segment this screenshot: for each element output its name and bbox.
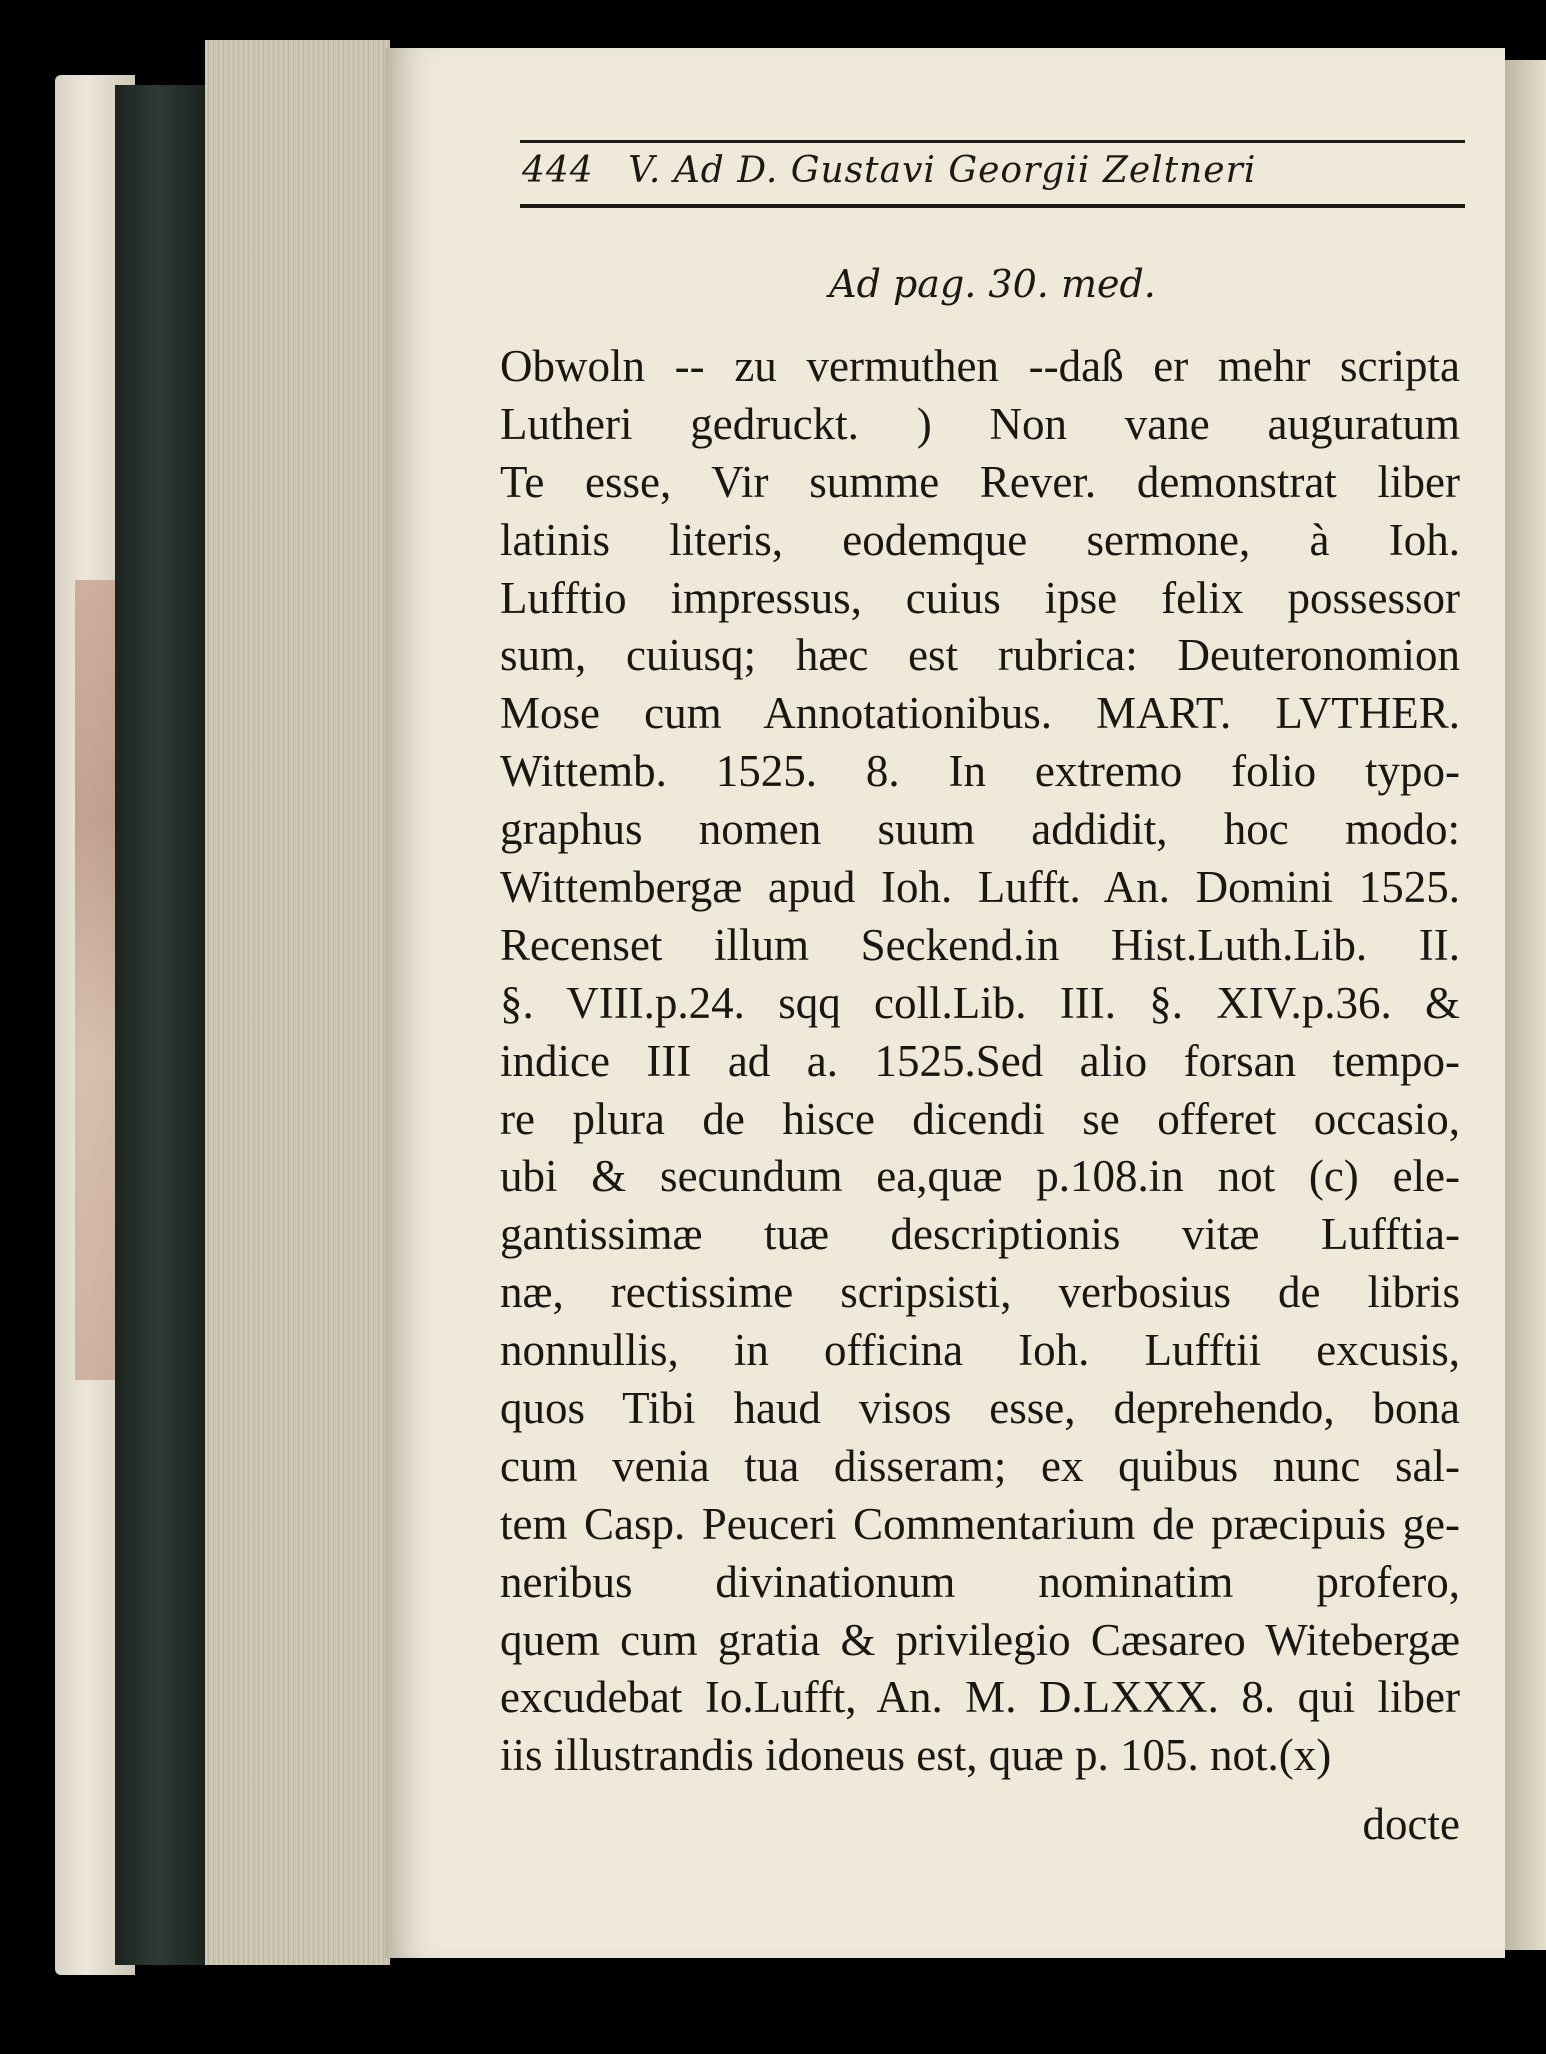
text-line: latinis literis, eodemque sermone, à Ioh. (500, 514, 1460, 565)
text-line: Recenset illum Seckend.in Hist.Luth.Lib. II. (500, 919, 1460, 970)
text-line: Wittemb. 1525. 8. In extremo folio typo- (500, 746, 1460, 797)
body-text (500, 338, 1460, 1785)
section-heading: Ad pag. 30. med. (829, 262, 1156, 306)
text-line: excudebat Io.Lufft, An. M. D.LXXX. 8. qui liber (500, 1672, 1460, 1723)
text-line: iis illustrandis idoneus est, quæ p. 105. not.(x) (500, 1730, 1332, 1781)
page-number: 444 (522, 150, 594, 191)
text-line: ubi & secundum ea,quæ p.108.in not (c) ele- (500, 1151, 1460, 1202)
text-line: Lutheri gedruckt. ) Non vane auguratum (500, 398, 1460, 449)
header-rule-top (520, 140, 1465, 143)
running-head (522, 150, 1462, 200)
text-line: Obwoln -- zu vermuthen --daß er mehr scripta (500, 341, 1460, 391)
catchword: docte (1362, 1799, 1460, 1849)
text-line: indice III ad a. 1525.Sed alio forsan tempo- (500, 1035, 1460, 1086)
text-line: cum venia tua disseram; ex quibus nunc sal- (500, 1440, 1460, 1491)
text-line: næ, rectissime scripsisti, verbosius de libris (500, 1267, 1460, 1318)
text-line: quem cum gratia & privilegio Cæsareo Witebergæ (500, 1614, 1460, 1665)
text-line: Te esse, Vir summe Rever. demonstrat liber (500, 456, 1460, 507)
text-line: Mose cum Annotationibus. MART. LVTHER. (500, 688, 1460, 739)
facing-page-edge (1505, 60, 1546, 1950)
text-line: quos Tibi haud visos esse, deprehendo, bona (500, 1383, 1460, 1434)
text-line: graphus nomen suum addidit, hoc modo: (500, 804, 1460, 855)
text-line: neribus divinationum nominatim profero, (500, 1556, 1460, 1607)
text-line: gantissimæ tuæ descriptionis vitæ Lufftia- (500, 1209, 1460, 1260)
text-line: Wittembergæ apud Ioh. Lufft. An. Domini 1525. (500, 862, 1460, 913)
text-line: re plura de hisce dicendi se offeret occasio, (500, 1093, 1460, 1144)
header-rule-bottom (520, 204, 1465, 208)
text-line: tem Casp. Peuceri Commentarium de præcipuis ge- (500, 1498, 1460, 1549)
text-line: Lufftio impressus, cuius ipse felix possessor (500, 572, 1460, 623)
text-line: sum, cuiusq; hæc est rubrica: Deuteronomion (500, 630, 1460, 681)
text-line: nonnullis, in officina Ioh. Lufftii excusis, (500, 1325, 1460, 1376)
book-fore-edge (115, 85, 210, 1965)
page-stack (205, 40, 390, 1965)
running-title: V. Ad D. Gustavi Georgii Zeltneri (628, 150, 1257, 191)
text-line: §. VIII.p.24. sqq coll.Lib. III. §. XIV.p.36. & (500, 977, 1460, 1028)
